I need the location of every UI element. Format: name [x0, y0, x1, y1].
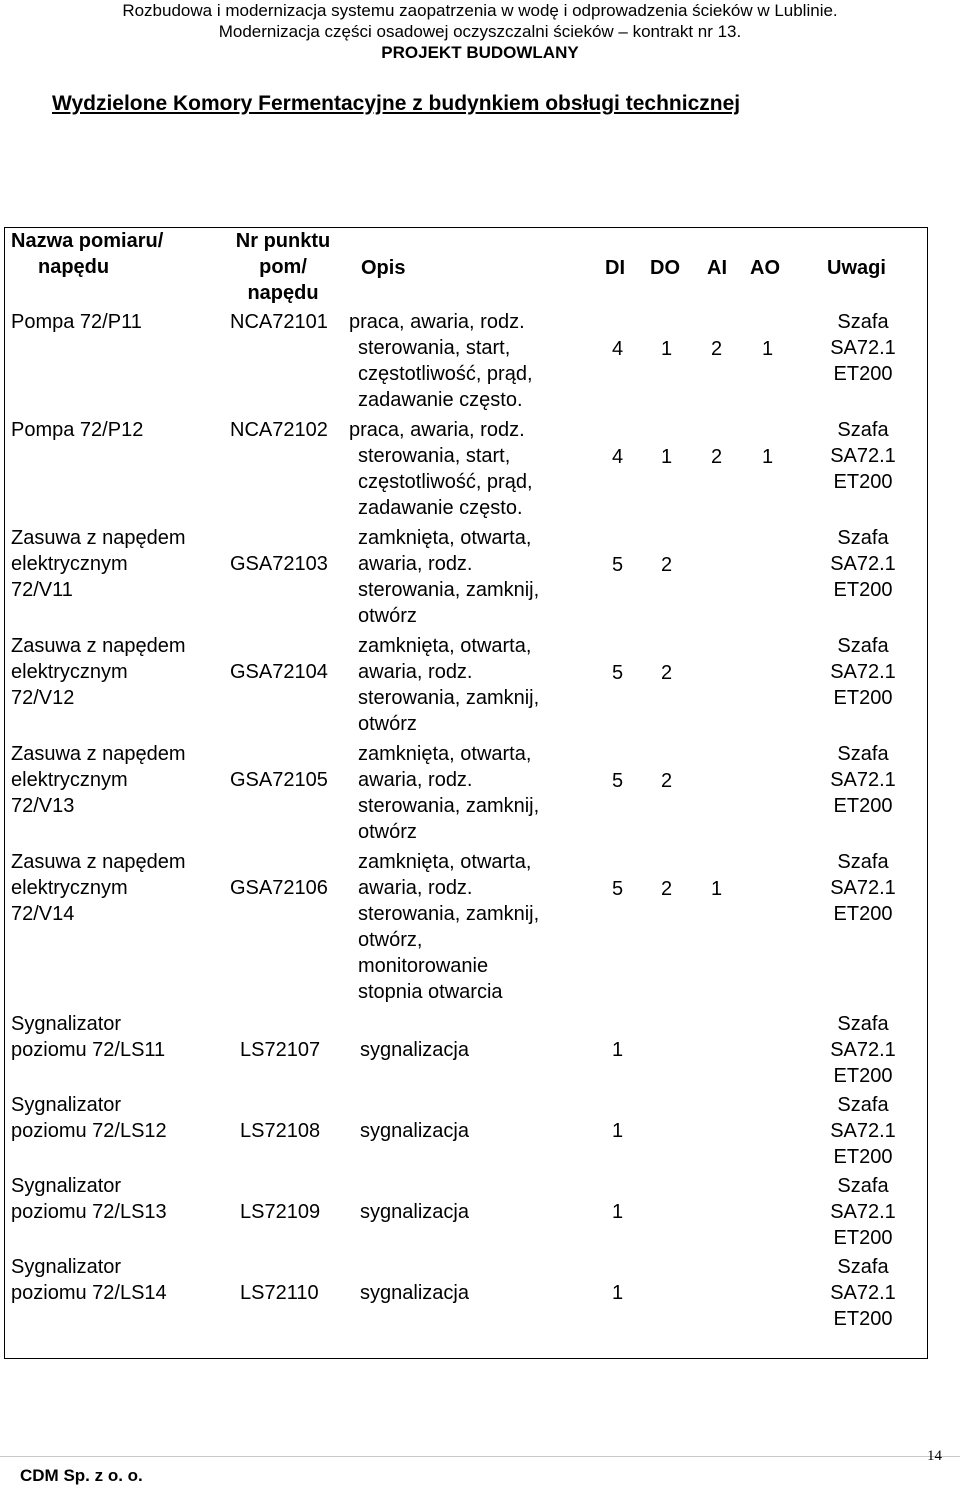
row-3-point: GSA72103 [230, 553, 328, 575]
row-6-name-2: elektrycznym [11, 877, 128, 899]
row-7-notes-1: Szafa [837, 1013, 889, 1035]
row-1-notes-1: Szafa [837, 311, 889, 333]
row-9-desc: sygnalizacja [360, 1201, 469, 1223]
footer-divider [0, 1456, 960, 1457]
row-6-notes-3: ET200 [833, 903, 893, 925]
header-ao: AO [750, 257, 780, 279]
row-10-desc: sygnalizacja [360, 1282, 469, 1304]
row-6-name-3: 72/V14 [11, 903, 75, 925]
row-7-di: 1 [612, 1039, 624, 1061]
row-5-di: 5 [612, 770, 624, 792]
row-7-notes-3: ET200 [833, 1065, 893, 1087]
row-6-name-1: Zasuwa z napędem [11, 851, 186, 873]
row-9-name-2: poziomu 72/LS13 [11, 1201, 167, 1223]
header-line-1: Rozbudowa i modernizacja systemu zaopatrzenia w wodę i odprowadzenia ścieków w Lublinie. [122, 1, 838, 20]
row-1-point: NCA72101 [230, 311, 328, 333]
footer-company: CDM Sp. z o. o. [20, 1466, 143, 1485]
row-8-notes-3: ET200 [833, 1146, 893, 1168]
header-ai: AI [707, 257, 727, 279]
row-2-notes-1: Szafa [837, 419, 889, 441]
row-8-name-2: poziomu 72/LS12 [11, 1120, 167, 1142]
header-description: Opis [361, 257, 406, 279]
header-di: DI [605, 257, 625, 279]
row-5-point: GSA72105 [230, 769, 328, 791]
row-10-point: LS72110 [240, 1282, 319, 1304]
signal-table [4, 227, 928, 1359]
row-5-name-3: 72/V13 [11, 795, 75, 817]
row-7-name-2: poziomu 72/LS11 [11, 1039, 166, 1061]
row-8-name-1: Sygnalizator [11, 1094, 122, 1116]
row-5-desc-3: sterowania, zamknij, [358, 795, 540, 817]
row-4-desc-3: sterowania, zamknij, [358, 687, 540, 709]
row-9-notes-1: Szafa [837, 1175, 889, 1197]
row-5-notes-2: SA72.1 [830, 769, 896, 791]
row-2-do: 1 [661, 446, 673, 468]
row-8-notes-1: Szafa [837, 1094, 889, 1116]
row-1-ao: 1 [762, 338, 774, 360]
header-project-type: PROJEKT BUDOWLANY [381, 43, 579, 62]
row-4-notes-2: SA72.1 [830, 661, 896, 683]
header-name-line-2: napędu [38, 256, 110, 278]
row-1-desc-1: praca, awaria, rodz. [349, 311, 525, 333]
row-9-name-1: Sygnalizator [11, 1175, 122, 1197]
page-number: 14 [927, 1448, 942, 1464]
row-2-ai: 2 [711, 446, 723, 468]
row-3-name-3: 72/V11 [11, 579, 73, 601]
row-4-name-3: 72/V12 [11, 687, 75, 709]
row-4-point: GSA72104 [230, 661, 328, 683]
row-2-desc-2: sterowania, start, [358, 445, 511, 467]
header-line-2: Modernizacja części osadowej oczyszczalni ścieków – kontrakt nr 13. [218, 22, 742, 41]
row-5-notes-3: ET200 [833, 795, 893, 817]
row-4-desc-1: zamknięta, otwarta, [358, 635, 532, 657]
header-point-line-3: napędu [247, 282, 319, 304]
row-3-name-1: Zasuwa z napędem [11, 527, 186, 549]
row-6-desc-5: monitorowanie [358, 955, 489, 977]
row-4-notes-3: ET200 [833, 687, 893, 709]
row-8-point: LS72108 [240, 1120, 321, 1142]
row-1-do: 1 [661, 338, 673, 360]
row-3-notes-2: SA72.1 [830, 553, 896, 575]
row-6-point: GSA72106 [230, 877, 328, 899]
row-3-desc-1: zamknięta, otwarta, [358, 527, 532, 549]
row-5-name-1: Zasuwa z napędem [11, 743, 186, 765]
row-10-notes-2: SA72.1 [830, 1282, 896, 1304]
row-6-desc-3: sterowania, zamknij, [358, 903, 540, 925]
row-3-name-2: elektrycznym [11, 553, 128, 575]
row-2-name: Pompa 72/P12 [11, 419, 144, 441]
row-7-notes-2: SA72.1 [830, 1039, 896, 1061]
row-3-desc-4: otwórz [358, 605, 417, 627]
row-10-name-1: Sygnalizator [11, 1256, 122, 1278]
row-4-desc-4: otwórz [358, 713, 417, 735]
row-3-desc-2: awaria, rodz. [358, 553, 473, 575]
row-4-name-2: elektrycznym [11, 661, 128, 683]
row-8-desc: sygnalizacja [360, 1120, 469, 1142]
row-6-notes-2: SA72.1 [830, 877, 896, 899]
row-2-point: NCA72102 [230, 419, 328, 441]
row-5-desc-4: otwórz [358, 821, 417, 843]
row-6-desc-1: zamknięta, otwarta, [358, 851, 532, 873]
row-3-di: 5 [612, 554, 624, 576]
row-2-desc-3: częstotliwość, prąd, [358, 471, 533, 493]
row-8-notes-2: SA72.1 [830, 1120, 896, 1142]
row-6-notes-1: Szafa [837, 851, 889, 873]
row-6-do: 2 [661, 878, 673, 900]
row-7-name-1: Sygnalizator [11, 1013, 122, 1035]
row-5-do: 2 [661, 770, 673, 792]
row-9-notes-2: SA72.1 [830, 1201, 896, 1223]
row-7-desc: sygnalizacja [360, 1039, 469, 1061]
row-9-notes-3: ET200 [833, 1227, 893, 1249]
row-7-point: LS72107 [240, 1039, 321, 1061]
row-10-notes-3: ET200 [833, 1308, 893, 1330]
row-3-desc-3: sterowania, zamknij, [358, 579, 540, 601]
row-1-desc-3: częstotliwość, prąd, [358, 363, 533, 385]
row-2-di: 4 [612, 446, 624, 468]
header-notes: Uwagi [827, 257, 886, 279]
row-9-point: LS72109 [240, 1201, 321, 1223]
header-point-line-1: Nr punktu [235, 230, 331, 252]
row-4-do: 2 [661, 662, 673, 684]
row-1-desc-2: sterowania, start, [358, 337, 511, 359]
row-5-desc-2: awaria, rodz. [358, 769, 473, 791]
row-1-notes-2: SA72.1 [830, 337, 896, 359]
row-2-desc-1: praca, awaria, rodz. [349, 419, 525, 441]
row-4-desc-2: awaria, rodz. [358, 661, 473, 683]
row-5-notes-1: Szafa [837, 743, 889, 765]
row-2-desc-4: zadawanie często. [358, 497, 523, 519]
row-4-di: 5 [612, 662, 624, 684]
row-9-di: 1 [612, 1201, 624, 1223]
row-1-ai: 2 [711, 338, 723, 360]
row-6-desc-2: awaria, rodz. [358, 877, 473, 899]
row-10-di: 1 [612, 1282, 624, 1304]
header-point-line-2: pom/ [259, 256, 307, 278]
row-2-notes-3: ET200 [833, 471, 893, 493]
row-6-desc-6: stopnia otwarcia [358, 981, 503, 1003]
row-3-notes-1: Szafa [837, 527, 889, 549]
row-3-notes-3: ET200 [833, 579, 893, 601]
row-6-desc-4: otwórz, [358, 929, 423, 951]
row-5-name-2: elektrycznym [11, 769, 128, 791]
row-2-ao: 1 [762, 446, 774, 468]
header-name-line-1: Nazwa pomiaru/ [11, 230, 164, 252]
row-10-notes-1: Szafa [837, 1256, 889, 1278]
row-4-notes-1: Szafa [837, 635, 889, 657]
row-1-name: Pompa 72/P11 [11, 311, 142, 333]
row-2-notes-2: SA72.1 [830, 445, 896, 467]
row-4-name-1: Zasuwa z napędem [11, 635, 186, 657]
row-5-desc-1: zamknięta, otwarta, [358, 743, 532, 765]
row-6-di: 5 [612, 878, 624, 900]
row-1-di: 4 [612, 338, 624, 360]
row-8-di: 1 [612, 1120, 624, 1142]
row-6-ai: 1 [711, 878, 723, 900]
row-1-notes-3: ET200 [833, 363, 893, 385]
row-1-desc-4: zadawanie często. [358, 389, 523, 411]
row-10-name-2: poziomu 72/LS14 [11, 1282, 167, 1304]
header-do: DO [650, 257, 680, 279]
document-title: Wydzielone Komory Fermentacyjne z budynkiem obsługi technicznej [52, 92, 741, 115]
row-3-do: 2 [661, 554, 673, 576]
